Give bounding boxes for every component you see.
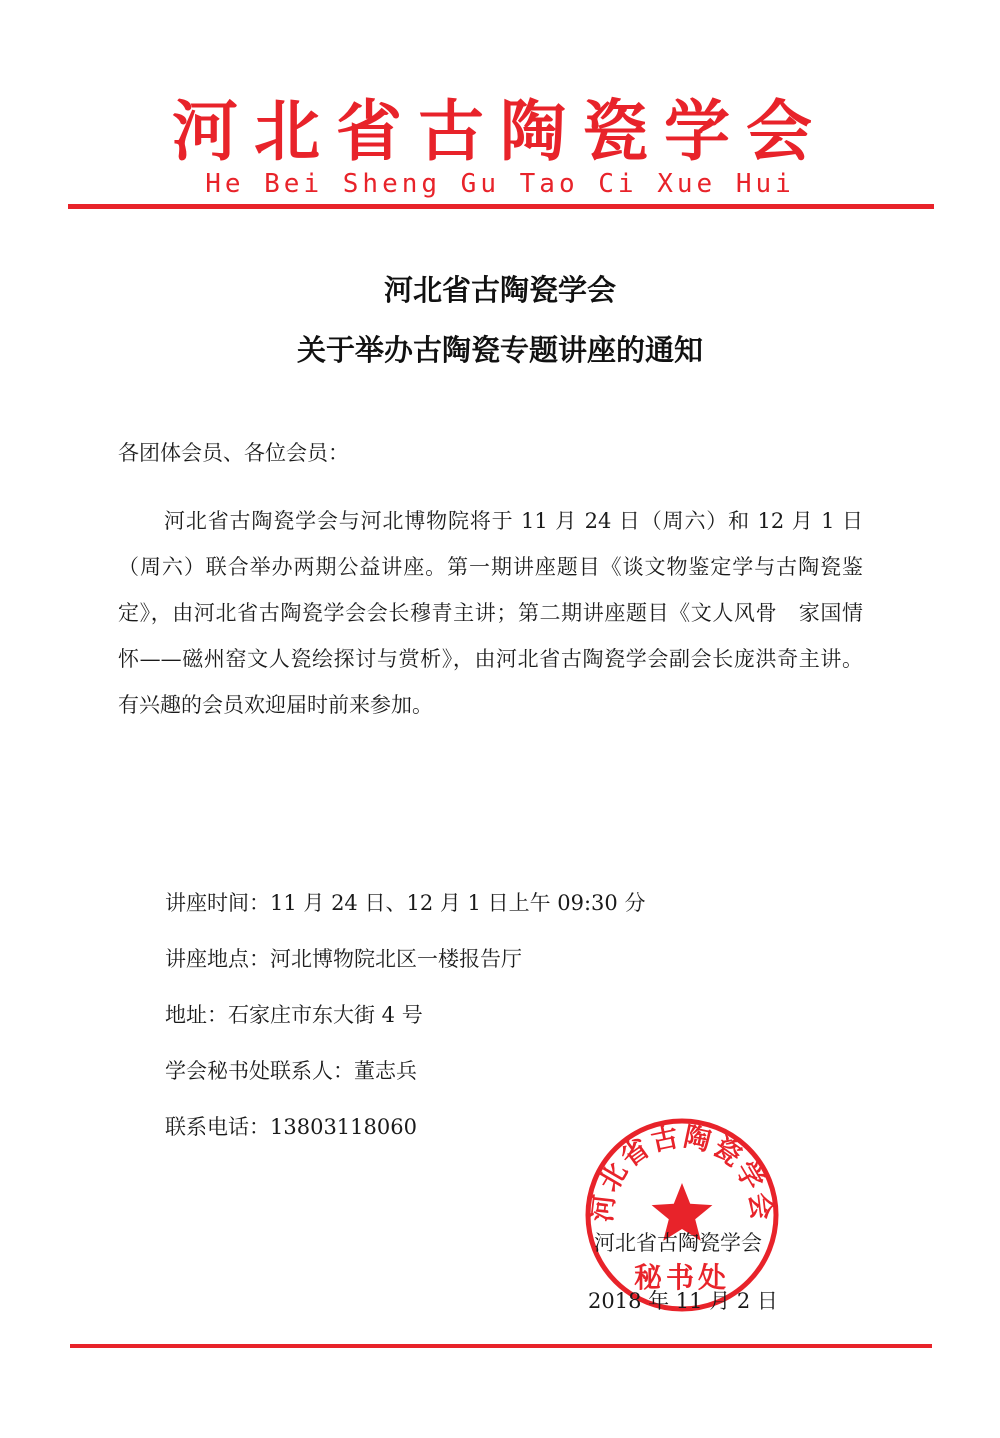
- lecture-time: 讲座时间：11 月 24 日、12 月 1 日上午 09:30 分: [165, 891, 646, 915]
- letterhead-top-rule: [68, 204, 934, 209]
- seal-ring-text: 河北省古陶瓷学会: [586, 1121, 778, 1224]
- contact-person: 学会秘书处联系人：董志兵: [165, 1059, 417, 1083]
- lecture-venue: 讲座地点：河北博物院北区一楼报告厅: [165, 947, 522, 971]
- signature-date: 2018 年 11 月 2 日: [588, 1289, 778, 1313]
- document-title-line2: 关于举办古陶瓷专题讲座的通知: [296, 333, 703, 367]
- document-title-line1: 河北省古陶瓷学会: [383, 273, 616, 307]
- official-seal: [582, 1115, 782, 1315]
- footer-rule: [70, 1344, 932, 1348]
- body-paragraph: 河北省古陶瓷学会与河北博物院将于 11 月 24 日（周六）和 12 月 1 日（周六）联合举办两期公益讲座。第一期讲座题目《谈文物鉴定学与古陶瓷鉴定》，由河北省古陶瓷学会会长穆青主讲；第二期讲座题目《文人风骨 家国情怀——磁州窑文人瓷绘探讨与赏析》，由河北省古陶瓷学会副会长庞洪奇主讲。有兴趣的会员欢迎届时前来参加。: [118, 509, 863, 717]
- salutation: 各团体会员、各位会员：: [118, 441, 349, 465]
- signature-org: 河北省古陶瓷学会: [594, 1231, 762, 1255]
- letterhead-org-name: 河北省古陶瓷学会: [172, 93, 828, 170]
- contact-phone: 联系电话：13803118060: [165, 1115, 417, 1139]
- seal-center-text: 秘书处: [633, 1261, 731, 1294]
- letterhead-pinyin: He Bei Sheng Gu Tao Ci Xue Hui: [205, 169, 795, 199]
- lecture-address: 地址：石家庄市东大街 4 号: [165, 1003, 423, 1027]
